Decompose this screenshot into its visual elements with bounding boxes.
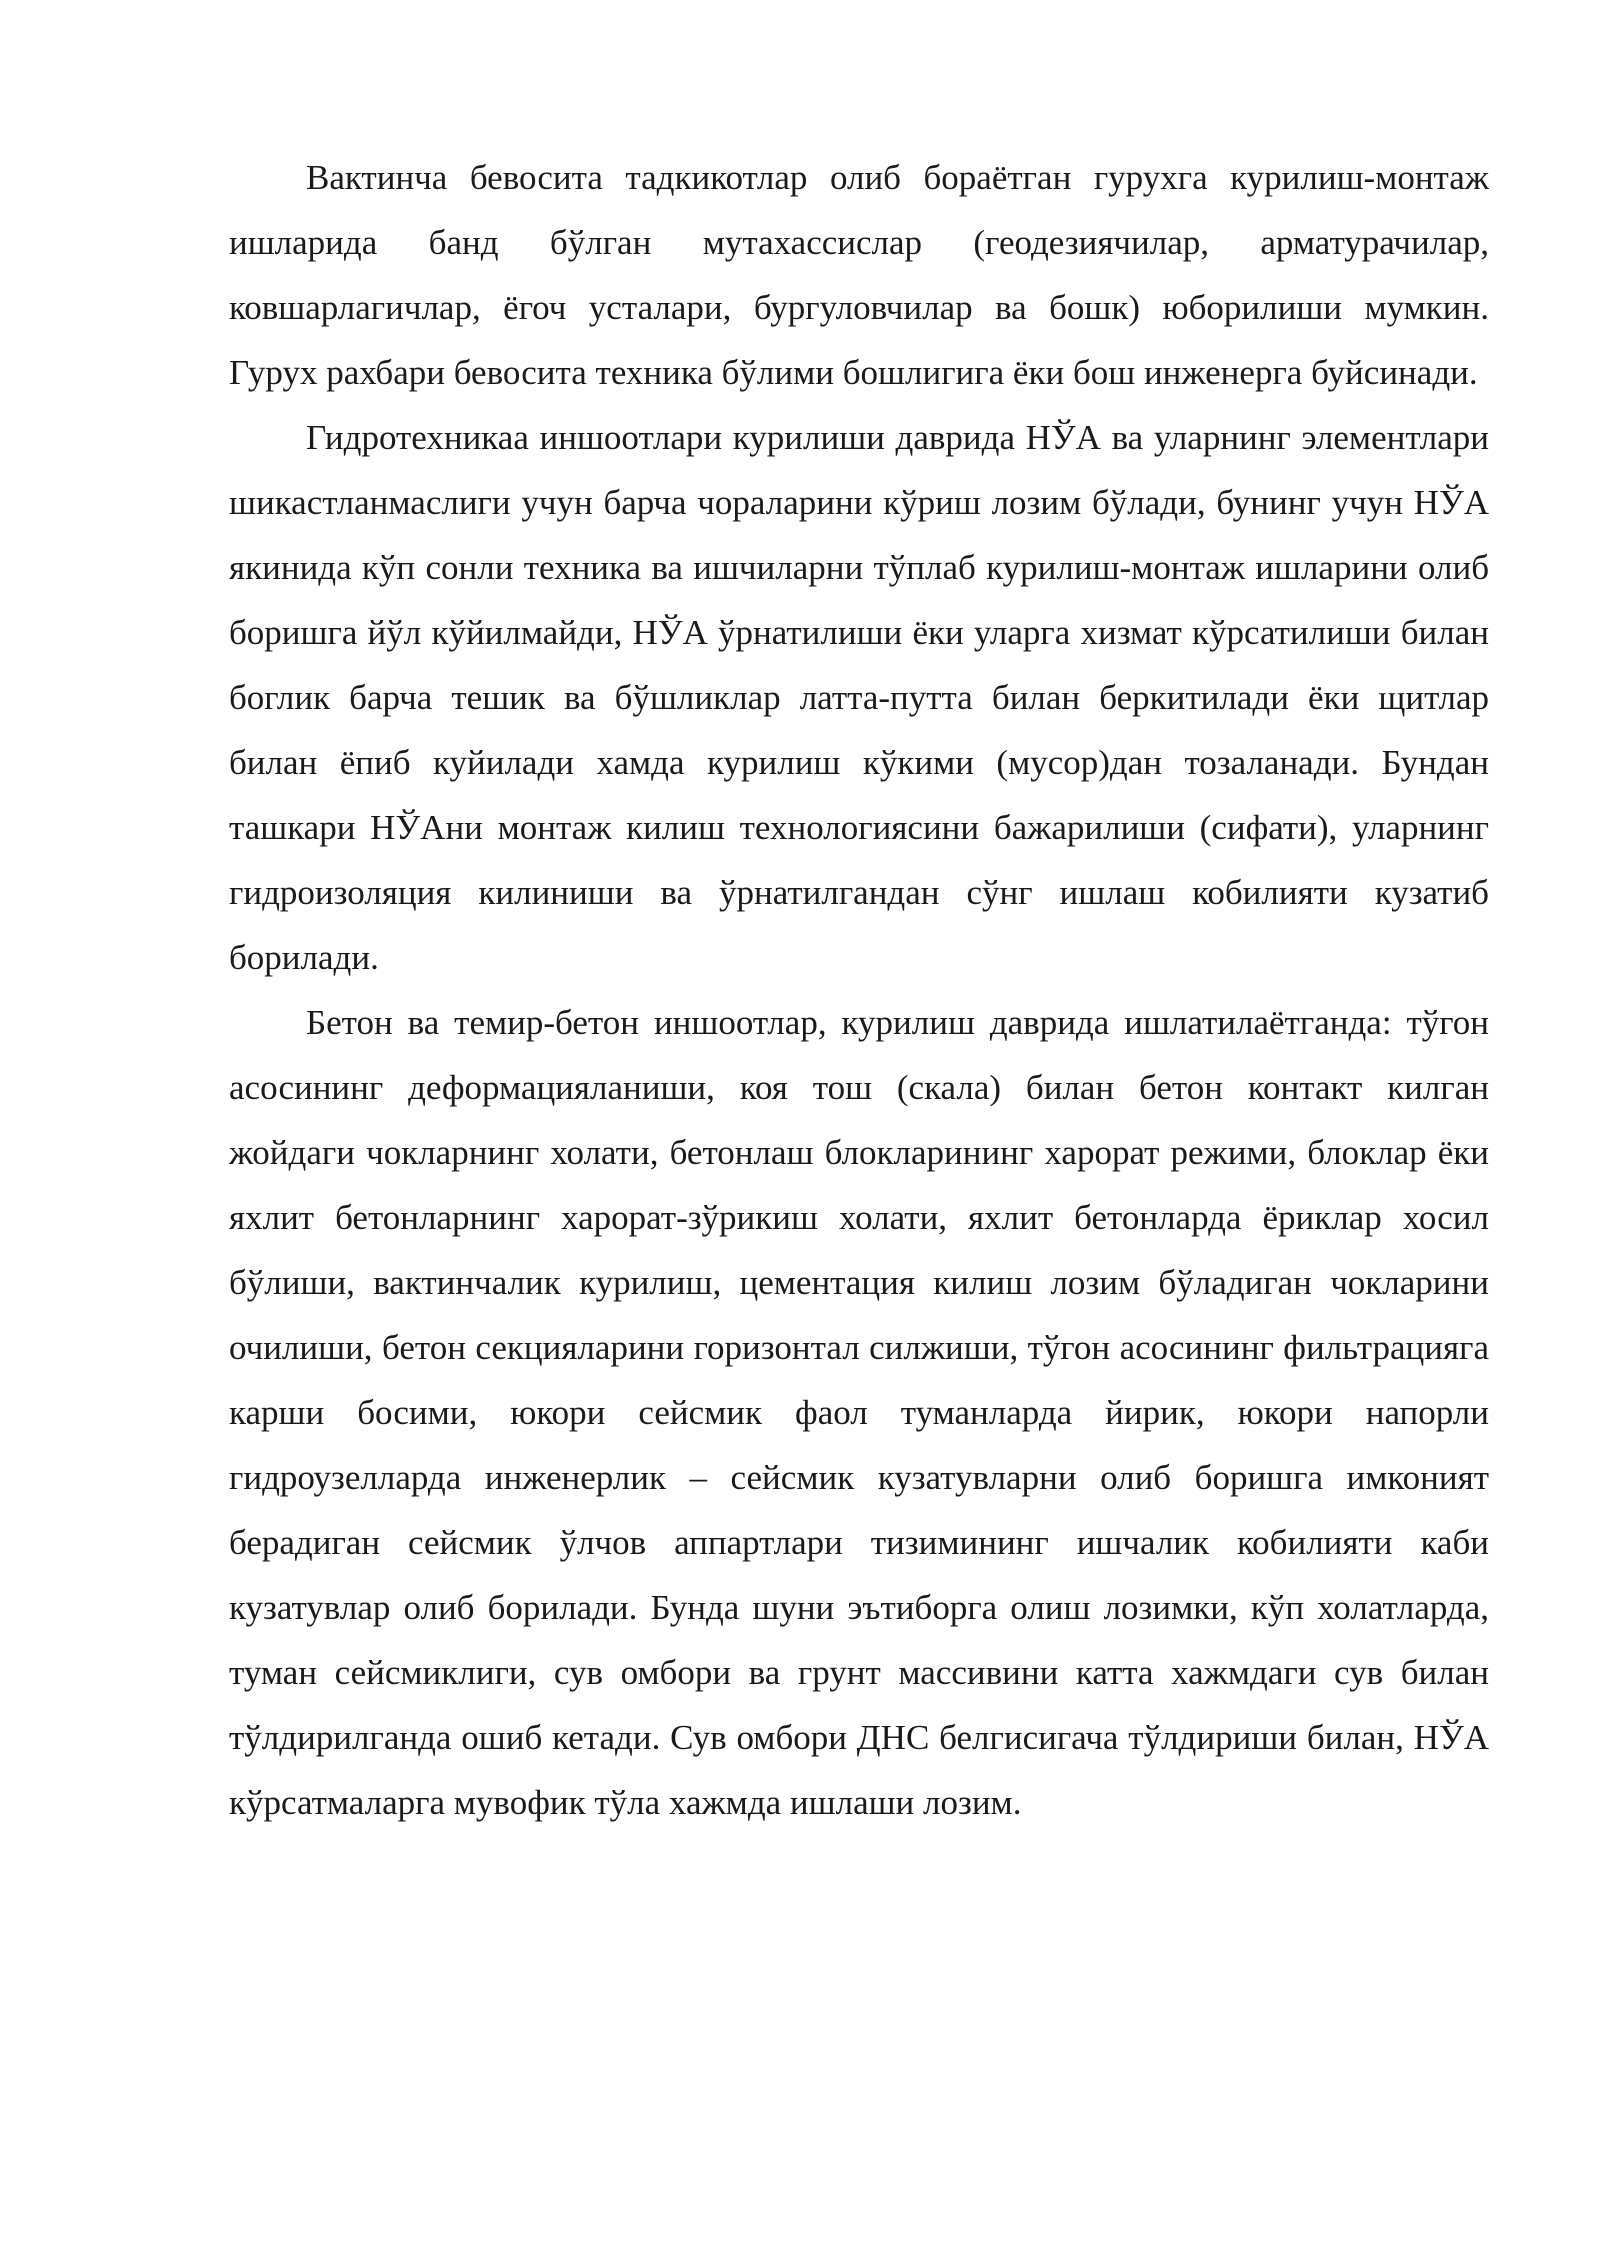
paragraph-2: Гидротехникаа иншоотлари курилиши даврида НЎА ва уларнинг элементлари шикастланмаслиги учун барча чораларини кўриш лозим бўлади, бунинг учун НЎА якинида кўп сонли техника ва ишчиларни тўплаб курилиш-монтаж ишларини олиб боришга йўл кўйилмайди, НЎА ўрнатилиши ёки уларга хизмат кўрсатилиши билан боглик барча тешик ва бўшликлар латта-путта билан беркитилади ёки щитлар билан ёпиб куйилади хамда курилиш кўкими (мусор)дан тозаланади. Бундан ташкари НЎАни монтаж килиш технологиясини бажарилиши (сифати), уларнинг гидроизоляция килиниши ва ўрнатилгандан сўнг ишлаш кобилияти кузатиб борилади. bbox=[229, 418, 1489, 977]
document-page bbox=[229, 145, 1489, 1835]
paragraph-3: Бетон ва темир-бетон иншоотлар, курилиш даврида ишлатилаётганда: тўгон асосининг деформацияланиши, коя тош (скала) билан бетон контакт килган жойдаги чокларнинг холати, бетонлаш блокларининг харорат режими, блоклар ёки яхлит бетонларнинг харорат-зўрикиш холати, яхлит бетонларда ёриклар хосил бўлиши, вактинчалик курилиш, цементация килиш лозим бўладиган чокларини очилиши, бетон секцияларини горизонтал силжиши, тўгон асосининг фильтрацияга карши босими, юкори сейсмик фаол туманларда йирик, юкори напорли гидроузелларда инженерлик – сейсмик кузатувларни олиб боришга имконият берадиган сейсмик ўлчов аппартлари тизимининг ишчалик кобилияти каби кузатувлар олиб борилади. Бунда шуни эътиборга олиш лозимки, кўп холатларда, туман сейсмиклиги, сув омбори ва грунт массивини катта хажмдаги сув билан тўлдирилганда ошиб кетади. Сув омбори ДНС белгисигача тўлдириши билан, НЎА кўрсатмаларга мувофик тўла хажмда ишлаши лозим. bbox=[229, 1003, 1489, 1822]
paragraph-1: Вактинча бевосита тадкикотлар олиб бораётган гурухга курилиш-монтаж ишларида банд бўлган мутахассислар (геодезиячилар, арматурачилар, ковшарлагичлар, ёгоч усталари, бургуловчилар ва бошк) юборилиши мумкин. Гурух рахбари бевосита техника бўлими бошлигига ёки бош инженерга буйсинади. bbox=[229, 158, 1489, 392]
